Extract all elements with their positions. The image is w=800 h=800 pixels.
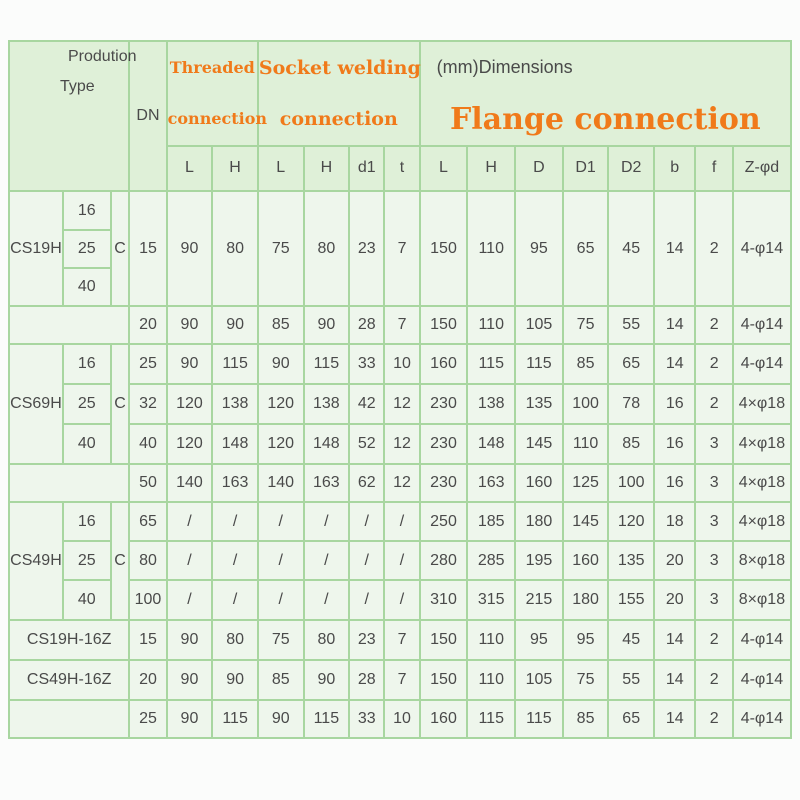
- cell: 4-φ14: [733, 660, 791, 700]
- cell: 148: [467, 424, 515, 464]
- cell: 230: [420, 424, 468, 464]
- cell: 65: [563, 191, 609, 306]
- cell: 12: [384, 464, 419, 502]
- cell: 52: [349, 424, 384, 464]
- cell: 18: [654, 502, 695, 541]
- cell: 115: [212, 700, 258, 738]
- cell: 4×φ18: [733, 424, 791, 464]
- cell: 163: [467, 464, 515, 502]
- cell: 3: [695, 580, 732, 620]
- socket-title-1: [258, 41, 420, 93]
- cell: 20: [654, 541, 695, 580]
- model-cs19h-16z: CS19H-16Z: [9, 620, 129, 660]
- cell: 80: [304, 620, 350, 660]
- cell: 7: [384, 306, 419, 344]
- cell: 110: [467, 191, 515, 306]
- cell: 110: [563, 424, 609, 464]
- col-header: H: [304, 146, 350, 191]
- cell: /: [349, 502, 384, 541]
- cell: 42: [349, 384, 384, 424]
- cell: 12: [384, 424, 419, 464]
- class-c: C: [111, 191, 130, 306]
- col-header: L: [420, 146, 468, 191]
- cell: 105: [515, 306, 563, 344]
- cell-dn: 25: [129, 344, 166, 384]
- cell: 163: [304, 464, 350, 502]
- cell: 7: [384, 191, 419, 306]
- cell: /: [167, 502, 213, 541]
- cell: /: [304, 502, 350, 541]
- cell: 20: [654, 580, 695, 620]
- cell: 90: [167, 191, 213, 306]
- cell: 85: [258, 306, 304, 344]
- cell: 90: [304, 306, 350, 344]
- cell: 85: [258, 660, 304, 700]
- cell: 16: [654, 384, 695, 424]
- empty-model-cell: [9, 464, 129, 502]
- cell: 115: [304, 344, 350, 384]
- col-header: t: [384, 146, 419, 191]
- table-row: [9, 306, 791, 344]
- cell: 3: [695, 541, 732, 580]
- dimensions-table: [8, 40, 792, 739]
- flange-label: Flange connection: [449, 101, 761, 137]
- col-header: f: [695, 146, 732, 191]
- cell: 3: [695, 464, 732, 502]
- col-header: H: [212, 146, 258, 191]
- cell: 135: [515, 384, 563, 424]
- cell: 100: [608, 464, 654, 502]
- empty-model-cell: [9, 306, 129, 344]
- cell: 2: [695, 700, 732, 738]
- cell: 14: [654, 191, 695, 306]
- table-row: [9, 191, 791, 230]
- cell: 115: [515, 700, 563, 738]
- cell: 160: [420, 700, 468, 738]
- cell: 23: [349, 191, 384, 306]
- cell: 80: [212, 620, 258, 660]
- header-dn: DN: [129, 41, 166, 191]
- cell: 14: [654, 700, 695, 738]
- cell: 285: [467, 541, 515, 580]
- cell-dn: 20: [129, 306, 166, 344]
- cell: 2: [695, 306, 732, 344]
- pressure-25: 25: [63, 541, 111, 580]
- cell: /: [212, 580, 258, 620]
- cell: 33: [349, 344, 384, 384]
- cell: 180: [563, 580, 609, 620]
- cell: 2: [695, 191, 732, 306]
- cell: 75: [258, 191, 304, 306]
- empty-model-cell: [9, 700, 129, 738]
- cell: 75: [563, 306, 609, 344]
- pressure-40: 40: [63, 580, 111, 620]
- cell: 148: [304, 424, 350, 464]
- cell: 100: [563, 384, 609, 424]
- cell: 230: [420, 464, 468, 502]
- cell: 2: [695, 384, 732, 424]
- cell: /: [384, 580, 419, 620]
- table-row: [9, 502, 791, 541]
- cell: 145: [515, 424, 563, 464]
- cell: 33: [349, 700, 384, 738]
- cell: 115: [212, 344, 258, 384]
- cell: 150: [420, 620, 468, 660]
- cell: /: [258, 580, 304, 620]
- cell-dn: 25: [129, 700, 166, 738]
- cell: 180: [515, 502, 563, 541]
- threaded-title-1: [167, 41, 258, 93]
- cell: 7: [384, 660, 419, 700]
- table-row: [9, 660, 791, 700]
- cell: 14: [654, 620, 695, 660]
- cell: 110: [467, 660, 515, 700]
- cell: 145: [563, 502, 609, 541]
- cell: 28: [349, 660, 384, 700]
- cell: 16: [654, 464, 695, 502]
- cell: 90: [167, 620, 213, 660]
- cell: /: [212, 502, 258, 541]
- cell: /: [384, 541, 419, 580]
- cell: 110: [467, 620, 515, 660]
- cell: 2: [695, 660, 732, 700]
- cell: 115: [467, 700, 515, 738]
- cell: 120: [608, 502, 654, 541]
- cell: 120: [167, 384, 213, 424]
- cell: 80: [212, 191, 258, 306]
- socket-label-line2: connection: [279, 108, 398, 131]
- table-row: [9, 464, 791, 502]
- class-c: C: [111, 344, 130, 464]
- col-header: H: [467, 146, 515, 191]
- threaded-label-line1: Threaded: [169, 57, 255, 77]
- cell: /: [304, 541, 350, 580]
- cell: 28: [349, 306, 384, 344]
- cell: 2: [695, 344, 732, 384]
- table-row: [9, 344, 791, 384]
- cell: 3: [695, 502, 732, 541]
- cell: 2: [695, 620, 732, 660]
- cell: 148: [212, 424, 258, 464]
- cell: 75: [258, 620, 304, 660]
- cell: 115: [515, 344, 563, 384]
- cell: 105: [515, 660, 563, 700]
- cell: 160: [420, 344, 468, 384]
- cell: 4-φ14: [733, 700, 791, 738]
- cell: 62: [349, 464, 384, 502]
- cell: /: [258, 502, 304, 541]
- col-header: D1: [563, 146, 609, 191]
- cell: 4-φ14: [733, 620, 791, 660]
- cell: 4-φ14: [733, 344, 791, 384]
- cell: /: [304, 580, 350, 620]
- cell: 45: [608, 620, 654, 660]
- cell: 90: [304, 660, 350, 700]
- cell: /: [167, 541, 213, 580]
- cell: 8×φ18: [733, 541, 791, 580]
- cell: 14: [654, 344, 695, 384]
- cell: 85: [563, 344, 609, 384]
- pressure-16: 16: [63, 344, 111, 384]
- cell: 110: [467, 306, 515, 344]
- cell: 90: [167, 700, 213, 738]
- cell: 4×φ18: [733, 464, 791, 502]
- cell: 14: [654, 660, 695, 700]
- cell-dn: 20: [129, 660, 166, 700]
- cell: 138: [212, 384, 258, 424]
- cell: /: [212, 541, 258, 580]
- cell: 3: [695, 424, 732, 464]
- cell-dn: 15: [129, 620, 166, 660]
- cell: 163: [212, 464, 258, 502]
- col-header: d1: [349, 146, 384, 191]
- cell: 4-φ14: [733, 306, 791, 344]
- cell-dn: 100: [129, 580, 166, 620]
- cell: 150: [420, 306, 468, 344]
- header-type-cell: [9, 41, 137, 191]
- cell: 120: [167, 424, 213, 464]
- cell: 315: [467, 580, 515, 620]
- cell: 85: [563, 700, 609, 738]
- cell: 90: [167, 306, 213, 344]
- cell: 10: [384, 344, 419, 384]
- cell: 140: [258, 464, 304, 502]
- dimensions-label: (mm)Dimensions: [436, 57, 573, 78]
- cell: 150: [420, 191, 468, 306]
- model-cs49h: CS49H: [9, 502, 63, 620]
- cell-dn: 50: [129, 464, 166, 502]
- pressure-16: 16: [63, 502, 111, 541]
- col-header: L: [167, 146, 213, 191]
- cell: 90: [212, 306, 258, 344]
- cell: 85: [608, 424, 654, 464]
- cell-dn: 80: [129, 541, 166, 580]
- class-c: C: [111, 502, 130, 620]
- model-cs19h: CS19H: [9, 191, 63, 306]
- pressure-25: 25: [63, 384, 111, 424]
- cell: /: [167, 580, 213, 620]
- dimensions-title: [420, 41, 791, 93]
- cell: 8×φ18: [733, 580, 791, 620]
- cell: 95: [563, 620, 609, 660]
- cell: 125: [563, 464, 609, 502]
- pressure-16: 16: [63, 191, 111, 230]
- type-label: Type: [60, 78, 95, 95]
- cell-dn: 65: [129, 502, 166, 541]
- cell: 250: [420, 502, 468, 541]
- table-row: [9, 700, 791, 738]
- cell: 55: [608, 660, 654, 700]
- cell: 12: [384, 384, 419, 424]
- pressure-25: 25: [63, 230, 111, 268]
- cell-dn: 15: [129, 191, 166, 306]
- cell: 4×φ18: [733, 384, 791, 424]
- cell: 115: [467, 344, 515, 384]
- cell: /: [384, 502, 419, 541]
- cell: 45: [608, 191, 654, 306]
- cell: 7: [384, 620, 419, 660]
- cell: 90: [212, 660, 258, 700]
- cell: 95: [515, 191, 563, 306]
- cell: 75: [563, 660, 609, 700]
- cell: 120: [258, 424, 304, 464]
- cell: 4×φ18: [733, 502, 791, 541]
- col-header: L: [258, 146, 304, 191]
- cell: 78: [608, 384, 654, 424]
- cell: 4-φ14: [733, 191, 791, 306]
- cell: 138: [467, 384, 515, 424]
- cell: /: [258, 541, 304, 580]
- col-header: b: [654, 146, 695, 191]
- cell: 95: [515, 620, 563, 660]
- cell: 310: [420, 580, 468, 620]
- socket-title-2: [258, 93, 420, 145]
- cell: 215: [515, 580, 563, 620]
- threaded-title-2: [167, 93, 268, 145]
- cell: 90: [258, 344, 304, 384]
- col-header: Z-φd: [733, 146, 791, 191]
- cell-dn: 40: [129, 424, 166, 464]
- cell: 230: [420, 384, 468, 424]
- cell: 115: [304, 700, 350, 738]
- cell: 14: [654, 306, 695, 344]
- production-label: Prodution: [68, 48, 137, 65]
- flange-title: [420, 93, 791, 145]
- cell: /: [349, 541, 384, 580]
- col-header: D: [515, 146, 563, 191]
- cell: 120: [258, 384, 304, 424]
- threaded-label-line2: connection: [167, 109, 268, 129]
- cell: 138: [304, 384, 350, 424]
- cell: 155: [608, 580, 654, 620]
- cell: 16: [654, 424, 695, 464]
- cell: 280: [420, 541, 468, 580]
- cell: 55: [608, 306, 654, 344]
- socket-label-line1: Socket welding: [258, 56, 421, 79]
- cell: 90: [167, 344, 213, 384]
- cell: 135: [608, 541, 654, 580]
- cell: 195: [515, 541, 563, 580]
- cell: 90: [258, 700, 304, 738]
- cell: 140: [167, 464, 213, 502]
- pressure-40: 40: [63, 268, 111, 306]
- cell: 185: [467, 502, 515, 541]
- cell: 160: [563, 541, 609, 580]
- model-cs49h-16z: CS49H-16Z: [9, 660, 129, 700]
- model-cs69h: CS69H: [9, 344, 63, 464]
- cell: 90: [167, 660, 213, 700]
- cell: /: [349, 580, 384, 620]
- table-row: [9, 620, 791, 660]
- cell-dn: 32: [129, 384, 166, 424]
- cell: 10: [384, 700, 419, 738]
- cell: 160: [515, 464, 563, 502]
- pressure-40: 40: [63, 424, 111, 464]
- cell: 23: [349, 620, 384, 660]
- cell: 65: [608, 344, 654, 384]
- cell: 150: [420, 660, 468, 700]
- cell: 65: [608, 700, 654, 738]
- cell: 80: [304, 191, 350, 306]
- col-header: D2: [608, 146, 654, 191]
